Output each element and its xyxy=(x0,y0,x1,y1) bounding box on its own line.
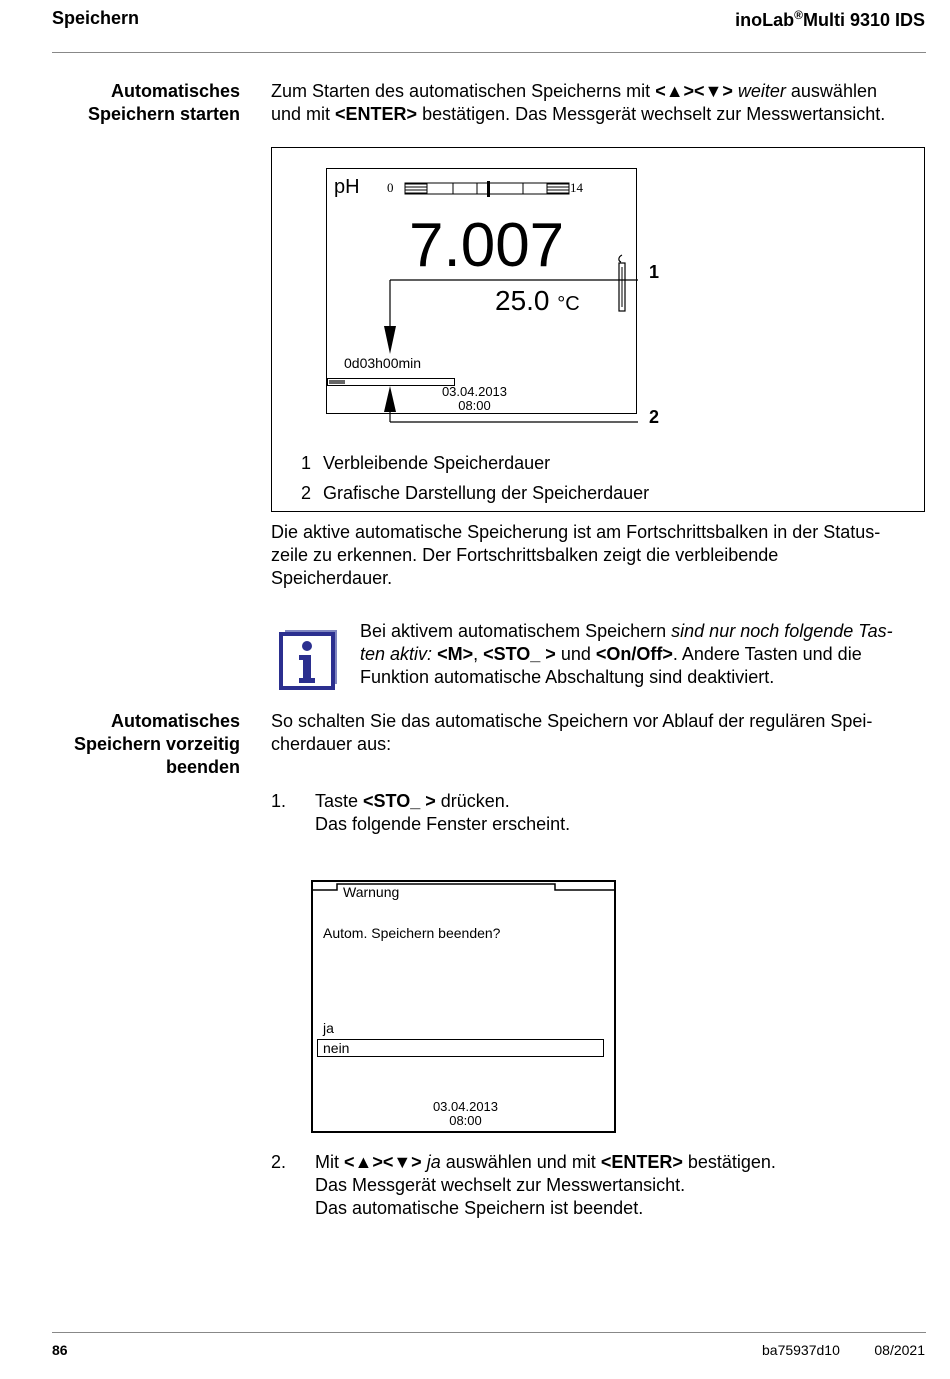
step2-enter-key: <ENTER> xyxy=(600,1152,683,1172)
p2-line2: zeile zu erkennen. Der Fortschrittsbalken zeigt die verbleibende xyxy=(271,545,779,565)
p1-emphasis-weiter: weiter xyxy=(737,81,786,101)
info-icon xyxy=(279,628,339,690)
dialog-date: 03.04.2013 xyxy=(432,1099,499,1114)
dialog-time: 08:00 xyxy=(449,1113,482,1128)
step-2-text xyxy=(315,1151,926,1220)
display-date: 03.04.2013 xyxy=(441,384,508,399)
note-emphasis-1: sind nur noch folgende Tas- xyxy=(671,621,893,641)
section2-intro-line1: So schalten Sie das automatische Speichern vor Ablauf der regulären Spei- xyxy=(271,711,873,731)
legend-text: Verbleibende Speicherdauer xyxy=(323,453,551,473)
section2-title-line1: Automatisches xyxy=(110,711,240,731)
step2-emphasis-ja: ja xyxy=(426,1152,441,1172)
step-1-number: 1. xyxy=(271,791,287,811)
note-text-c: Funktion automatische Abschaltung sind deaktiviert. xyxy=(360,667,775,687)
step1-text-b: drücken. xyxy=(435,791,510,811)
p1-text-e: bestätigen. Das Messgerät wechselt zur Messwertansicht. xyxy=(417,104,886,124)
callout-arrows xyxy=(370,270,645,430)
section2-title xyxy=(40,710,240,779)
step1-key-sto: <STO_ > xyxy=(363,791,436,811)
step2-arrow-keys: <▲><▼> xyxy=(344,1152,422,1172)
display-time: 08:00 xyxy=(458,398,491,413)
note-sep-2: und xyxy=(555,644,596,664)
note-text-a: Bei aktivem automatischem Speichern xyxy=(360,621,672,641)
legend-text: Grafische Darstellung der Speicherdauer xyxy=(323,483,650,503)
step1-line2: Das folgende Fenster erscheint. xyxy=(315,814,571,834)
step-2-number: 2. xyxy=(271,1152,287,1172)
status-bar-paragraph xyxy=(271,521,926,590)
display-ph-scale xyxy=(403,181,573,197)
p2-line1: Die aktive automatische Speicherung ist am Fortschrittsbalken in der Status- xyxy=(271,522,881,542)
p1-text-c: auswählen xyxy=(785,81,877,101)
registered-mark: ® xyxy=(794,8,803,22)
footer-date: 08/2021 xyxy=(874,1342,925,1358)
step2-line2: Das Messgerät wechselt zur Messwertansicht. xyxy=(315,1175,686,1195)
display-remaining-time: 0d03h00min xyxy=(344,355,422,371)
display-parameter: pH xyxy=(334,176,360,198)
dialog-title: Warnung xyxy=(343,884,400,900)
warning-dialog xyxy=(311,880,616,1133)
section2-title-line2: Speichern vorzeitig xyxy=(73,734,240,754)
step-1-text xyxy=(315,790,926,836)
dialog-option-nein-label: nein xyxy=(323,1040,350,1056)
note-emphasis-2: ten aktiv: xyxy=(360,644,433,664)
p2-line3: Speicherdauer. xyxy=(271,568,393,588)
header-rule xyxy=(52,52,926,53)
p1-enter-key: <ENTER> xyxy=(335,104,418,124)
callout-marker-2: 2 xyxy=(649,407,660,427)
display-temp-value: 25.0 xyxy=(495,285,550,316)
note-key-m: <M> xyxy=(437,644,474,664)
legend-item-1 xyxy=(301,453,550,474)
section1-title-line1: Automatisches xyxy=(110,81,240,101)
product-suffix: Multi 9310 IDS xyxy=(802,10,925,30)
display-progress-fill xyxy=(329,380,345,384)
header-section-title: Speichern xyxy=(52,8,140,28)
display-scale-max: 14 xyxy=(570,180,583,195)
note-sep-1: , xyxy=(473,644,484,664)
step2-text-b: auswählen und mit xyxy=(440,1152,601,1172)
section2-intro-line2: cherdauer aus: xyxy=(271,734,392,754)
legend-number: 2 xyxy=(301,483,312,503)
product-prefix: inoLab xyxy=(735,10,795,30)
legend-number: 1 xyxy=(301,453,312,473)
legend-item-2 xyxy=(301,483,649,504)
p1-arrow-keys: <▲><▼> xyxy=(655,81,733,101)
dialog-datetime xyxy=(403,1100,528,1128)
section1-paragraph xyxy=(271,80,926,126)
note-key-sto: <STO_ > xyxy=(483,644,556,664)
note-text-b: . Andere Tasten und die xyxy=(672,644,862,664)
step2-text-c: bestätigen. xyxy=(682,1152,776,1172)
dialog-option-ja[interactable]: ja xyxy=(323,1020,334,1036)
callout-marker-1: 1 xyxy=(649,262,660,282)
step1-text-a: Taste xyxy=(315,791,364,811)
p1-text-a: Zum Starten des automatischen Speicherns mit xyxy=(271,81,656,101)
footer-doc-id: ba75937d10 xyxy=(762,1342,840,1358)
section2-intro xyxy=(271,710,926,756)
section1-title-line2: Speichern starten xyxy=(87,104,240,124)
display-temp-unit: °C xyxy=(557,293,580,315)
display-ph-value: 7.007 xyxy=(409,211,565,280)
header-product-title xyxy=(735,8,925,31)
step2-line3: Das automatische Speichern ist beendet. xyxy=(315,1198,644,1218)
dialog-option-nein[interactable] xyxy=(317,1039,604,1057)
dialog-question: Autom. Speichern beenden? xyxy=(323,925,501,941)
info-note-text xyxy=(360,620,926,689)
note-key-onoff: <On/Off> xyxy=(595,644,673,664)
footer-rule xyxy=(52,1332,926,1333)
section2-title-line3: beenden xyxy=(165,757,240,777)
step2-text-a: Mit xyxy=(315,1152,344,1172)
p1-text-d: und mit xyxy=(271,104,336,124)
display-scale-min: 0 xyxy=(387,180,394,195)
section1-title xyxy=(40,80,240,126)
footer-page-number: 86 xyxy=(52,1342,68,1358)
